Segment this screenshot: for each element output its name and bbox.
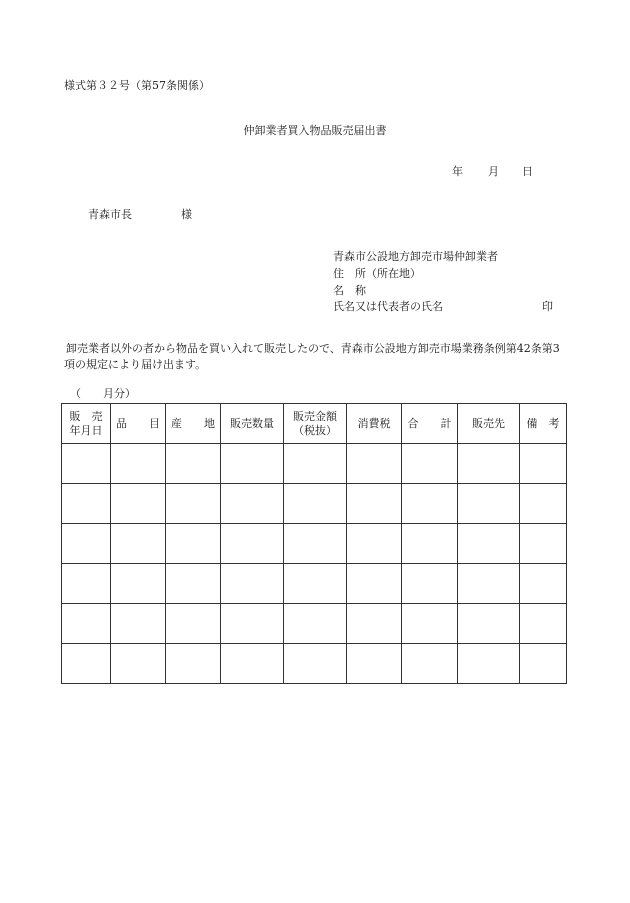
table-cell[interactable] — [520, 604, 567, 644]
table-cell[interactable] — [111, 564, 166, 604]
header-sale-date-line2: 年月日 — [69, 423, 103, 437]
table-cell[interactable] — [347, 524, 402, 564]
table-cell[interactable] — [402, 484, 458, 524]
header-customer: 販売先 — [458, 404, 520, 444]
table-cell[interactable] — [520, 524, 567, 564]
table-cell[interactable] — [458, 604, 520, 644]
table-cell[interactable] — [166, 604, 221, 644]
table-cell[interactable] — [347, 644, 402, 684]
table-cell[interactable] — [221, 564, 284, 604]
table-cell[interactable] — [62, 564, 111, 604]
applicant-representative-label: 氏名又は代表者の氏名 — [333, 300, 443, 313]
table-cell[interactable] — [221, 524, 284, 564]
header-origin: 産 地 — [166, 404, 221, 444]
header-total: 合 計 — [402, 404, 458, 444]
header-sale-date — [62, 404, 111, 444]
table-cell[interactable] — [166, 524, 221, 564]
table-cell[interactable] — [284, 564, 347, 604]
table-cell[interactable] — [520, 444, 567, 484]
applicant-address-label: 住 所（所在地） — [333, 267, 421, 280]
table-cell[interactable] — [402, 444, 458, 484]
table-cell[interactable] — [111, 444, 166, 484]
table-cell[interactable] — [520, 644, 567, 684]
date-day-label: 日 — [522, 165, 533, 178]
table-cell[interactable] — [62, 444, 111, 484]
table-cell[interactable] — [347, 564, 402, 604]
table-cell[interactable] — [166, 484, 221, 524]
table-cell[interactable] — [62, 524, 111, 564]
table-row — [62, 644, 567, 684]
applicant-organization: 青森市公設地方卸売市場仲卸業者 — [333, 250, 498, 263]
header-consumption-tax: 消費税 — [347, 404, 402, 444]
document-title: 仲卸業者買入物品販売届出書 — [243, 124, 387, 137]
table-row — [62, 564, 567, 604]
table-cell[interactable] — [402, 644, 458, 684]
header-sale-date-line1: 販 売 — [69, 409, 103, 423]
table-cell[interactable] — [166, 644, 221, 684]
table-cell[interactable] — [62, 604, 111, 644]
applicant-name-label: 名 称 — [333, 284, 366, 297]
table-cell[interactable] — [347, 444, 402, 484]
table-cell[interactable] — [284, 604, 347, 644]
table-cell[interactable] — [221, 484, 284, 524]
header-item: 品 目 — [111, 404, 166, 444]
table-cell[interactable] — [166, 444, 221, 484]
table-cell[interactable] — [62, 484, 111, 524]
table-cell[interactable] — [458, 484, 520, 524]
header-remarks: 備 考 — [520, 404, 567, 444]
table-cell[interactable] — [458, 564, 520, 604]
header-quantity: 販売数量 — [221, 404, 284, 444]
table-cell[interactable] — [221, 644, 284, 684]
table-cell[interactable] — [402, 564, 458, 604]
table-cell[interactable] — [520, 484, 567, 524]
table-cell[interactable] — [111, 604, 166, 644]
table-cell[interactable] — [221, 444, 284, 484]
table-cell[interactable] — [111, 524, 166, 564]
table-cell[interactable] — [347, 604, 402, 644]
header-amount — [284, 404, 347, 444]
addressee-honorific: 様 — [181, 208, 192, 221]
date-year-label: 年 — [452, 165, 463, 178]
table-row — [62, 524, 567, 564]
table-cell[interactable] — [458, 444, 520, 484]
sales-table — [61, 403, 567, 684]
table-row — [62, 604, 567, 644]
period-label: （ 月分） — [70, 387, 136, 400]
table-row — [62, 444, 567, 484]
seal-mark: 印 — [542, 300, 553, 313]
body-text: 卸売業者以外の者から物品を買い入れて販売したので、青森市公設地方卸売市場業務条例第42条第3項の規定により届け出ます。 — [64, 342, 560, 371]
form-number: 様式第３２号（第57条関係） — [64, 79, 210, 92]
table-cell[interactable] — [458, 644, 520, 684]
table-cell[interactable] — [347, 484, 402, 524]
table-cell[interactable] — [458, 524, 520, 564]
table-cell[interactable] — [62, 644, 111, 684]
table-cell[interactable] — [520, 564, 567, 604]
table-cell[interactable] — [111, 484, 166, 524]
header-amount-line2: （税抜） — [293, 423, 337, 437]
date-month-label: 月 — [488, 165, 499, 178]
table-cell[interactable] — [284, 524, 347, 564]
addressee-name: 青森市長 — [88, 208, 132, 221]
table-cell[interactable] — [402, 604, 458, 644]
table-cell[interactable] — [402, 524, 458, 564]
table-cell[interactable] — [221, 604, 284, 644]
table-cell[interactable] — [166, 564, 221, 604]
table-cell[interactable] — [284, 444, 347, 484]
table-cell[interactable] — [284, 644, 347, 684]
table-header-row — [62, 404, 567, 444]
header-amount-line1: 販売金額 — [293, 409, 337, 423]
table-cell[interactable] — [284, 484, 347, 524]
table-row — [62, 484, 567, 524]
table-cell[interactable] — [111, 644, 166, 684]
